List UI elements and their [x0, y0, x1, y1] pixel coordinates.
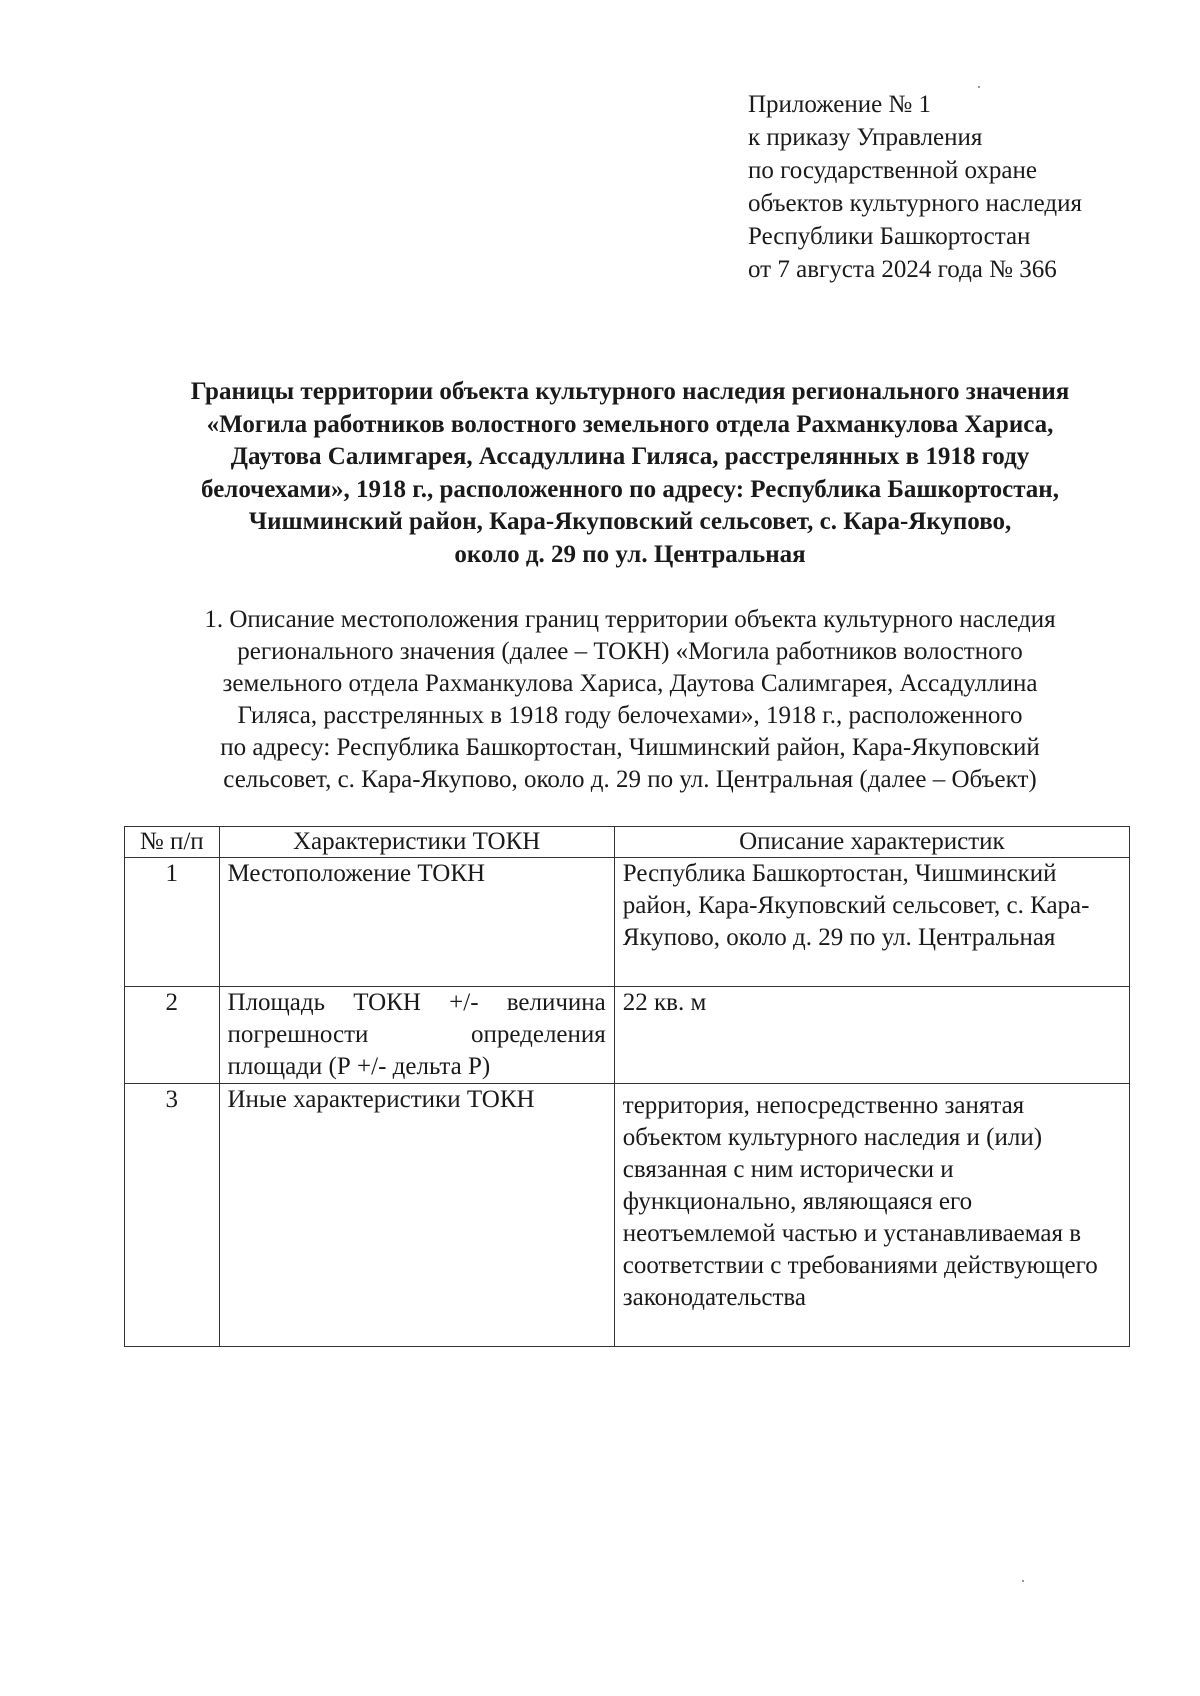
row-description: 22 кв. м — [614, 987, 1129, 1084]
row-characteristic: Иные характеристики ТОКН — [219, 1084, 614, 1347]
header-characteristic: Характеристики ТОКН — [219, 827, 614, 858]
appendix-line: Приложение № 1 — [748, 91, 932, 118]
section-line: сельсовет, с. Кара-Якупово, около д. 29 по ул. Центральная (далее – Объект) — [223, 766, 1037, 793]
appendix-line: по государственной охране — [748, 157, 1038, 184]
row-number: 1 — [125, 858, 220, 987]
appendix-line: от 7 августа 2024 года № 366 — [748, 256, 1057, 283]
row-description: территория, непосредственно занятая объектом культурного наследия и (или) связанная с ним исторически и функционально, являющаяся его неотъемлемой частью и устанавливаемая в соответствии с требованиями действующего законодательства — [614, 1084, 1129, 1347]
appendix-line: к приказу Управления — [748, 124, 983, 151]
row-number: 3 — [125, 1084, 220, 1347]
title-line: Даутова Салимгарея, Ассадуллина Гиляса, расстрелянных в 1918 году — [230, 443, 1030, 470]
scan-speck — [978, 86, 980, 88]
header-description: Описание характеристик — [614, 827, 1129, 858]
section-line: регионального значения (далее – ТОКН) «Могила работников волостного — [237, 638, 1023, 665]
characteristics-table — [124, 826, 1130, 1347]
document-title — [110, 376, 1150, 571]
title-line: белочехами», 1918 г., расположенного по адресу: Республика Башкортостан, — [201, 475, 1059, 503]
section-line: Гиляса, расстрелянных в 1918 году белочехами», 1918 г., расположенного — [237, 702, 1023, 729]
row-description: Республика Башкортостан, Чишминский район, Кара-Якуповский сельсовет, с. Кара-Якупово, около д. 29 по ул. Центральная — [614, 858, 1129, 987]
table-header-row — [125, 827, 1130, 858]
row-characteristic: Площадь ТОКН +/- величина погрешности определения площади (Р +/- дельта Р) — [219, 987, 614, 1084]
title-line: Границы территории объекта культурного наследия регионального значения — [190, 378, 1070, 405]
table-row — [125, 858, 1130, 987]
section-line: земельного отдела Рахманкулова Хариса, Даутова Салимгарея, Ассадуллина — [222, 670, 1038, 697]
section-description — [120, 604, 1140, 796]
title-line: около д. 29 по ул. Центральная — [454, 540, 806, 568]
row-number: 2 — [125, 987, 220, 1084]
section-line: по адресу: Республика Башкортостан, Чишминский район, Кара-Якуповский — [220, 734, 1040, 761]
table-row — [125, 987, 1130, 1084]
scan-speck — [1022, 1580, 1024, 1582]
section-line: 1. Описание местоположения границ территории объекта культурного наследия — [204, 606, 1056, 633]
header-number: № п/п — [125, 827, 220, 858]
appendix-line: объектов культурного наследия — [748, 190, 1082, 217]
title-line: Чишминский район, Кара-Якуповский сельсовет, с. Кара-Якупово, — [248, 508, 1012, 535]
title-line: «Могила работников волостного земельного отдела Рахманкулова Хариса, — [206, 410, 1054, 438]
table-row — [125, 1084, 1130, 1347]
appendix-line: Республики Башкортостан — [748, 223, 1031, 250]
appendix-block — [748, 88, 1168, 286]
row-characteristic: Местоположение ТОКН — [219, 858, 614, 987]
